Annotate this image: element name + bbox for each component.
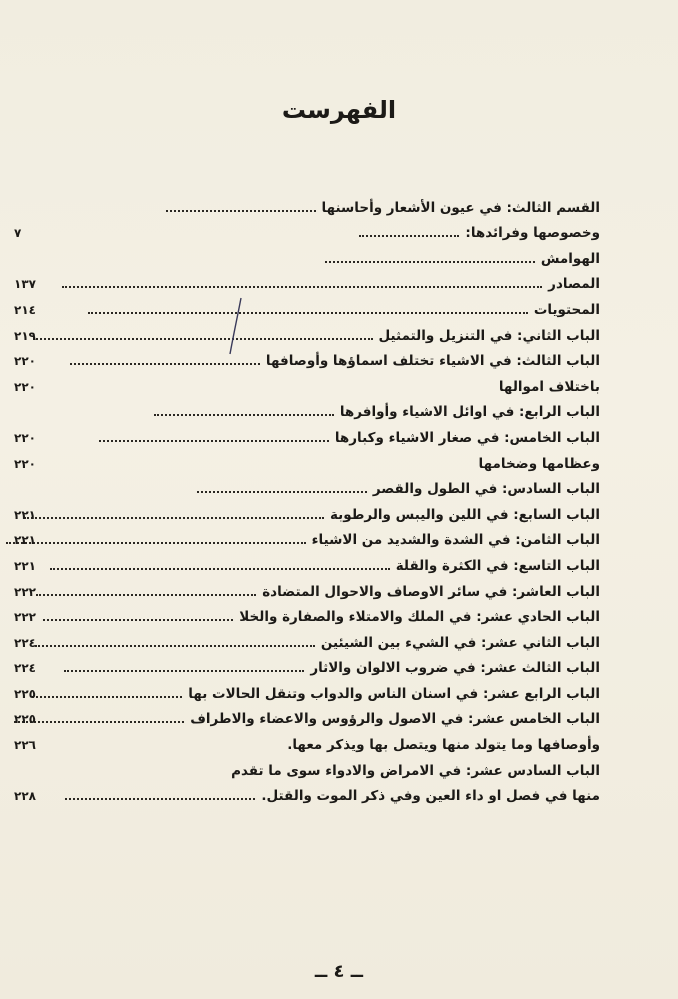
toc-entry-page: ٢٢٠	[14, 379, 36, 394]
toc-entry-title: الباب العاشر: في سائر الاوصاف والاحوال المتضادة	[262, 583, 600, 600]
table-of-contents	[14, 190, 600, 805]
toc-entry-page: ٢٢٢	[14, 610, 36, 625]
toc-entry-page: ٢٢٠	[14, 456, 36, 471]
dot-leader	[6, 542, 306, 544]
toc-entry-title: منها في فصل او داء العين وفي ذكر الموت والقتل.	[261, 788, 600, 805]
toc-entry-title: الباب الرابع: في اوائل الاشياء وأوافرها	[339, 404, 600, 421]
pen-mark-icon	[228, 296, 244, 356]
dot-leader	[154, 414, 334, 416]
toc-entry	[14, 651, 600, 677]
dot-leader	[325, 261, 535, 263]
toc-entry-page: ٢٢٢	[14, 584, 36, 599]
dot-leader	[50, 568, 390, 570]
toc-entry-title: الباب الثالث عشر: في ضروب الالوان والاثار	[310, 660, 600, 677]
toc-entry-page: ٢٢١	[14, 507, 36, 522]
dot-leader	[36, 594, 256, 596]
toc-entry	[14, 676, 600, 702]
toc-entry-title: الهوامش	[540, 250, 600, 267]
toc-entry-title: الباب الثالث: في الاشياء تختلف اسماؤها وأوصافها	[265, 353, 600, 370]
toc-entry-page: ٧	[14, 226, 22, 241]
toc-entry-title: وخصوصها وفرائدها:	[465, 225, 600, 242]
toc-entry-page: ٢٢٥	[14, 686, 36, 701]
toc-entry-page: ٢١٩	[14, 328, 36, 343]
toc-entry-title: الباب التاسع: في الكثرة والقلة	[395, 557, 600, 574]
dot-leader	[35, 645, 315, 647]
toc-entry	[14, 548, 600, 574]
toc-entry-page: ٢٢٥	[14, 712, 36, 727]
toc-entry-title: باختلاف اموالها	[498, 378, 600, 395]
toc-entry-page: ٢١٤	[14, 302, 36, 317]
toc-entry	[14, 369, 600, 395]
toc-entry-title: الباب السادس عشر: في الامراض والادواء سوى ما تقدم	[231, 762, 600, 779]
toc-entry	[14, 267, 600, 293]
toc-entry	[14, 344, 600, 370]
toc-entry	[14, 318, 600, 344]
toc-entry	[14, 702, 600, 728]
toc-entry-page: ٢٢١	[14, 533, 36, 548]
dot-leader	[14, 721, 184, 723]
toc-entry-page: ٢٢٠	[14, 430, 36, 445]
dot-leader	[359, 235, 459, 237]
toc-entry-page: ٢٢٤	[14, 635, 36, 650]
toc-entry-title: الباب الثاني: في التنزيل والتمثيل	[378, 327, 600, 344]
page-number: ــ ٤ ــ	[314, 961, 364, 982]
toc-entry	[14, 600, 600, 626]
toc-entry	[14, 625, 600, 651]
toc-entry	[14, 216, 600, 242]
toc-entry	[22, 472, 600, 498]
dot-leader	[62, 286, 542, 288]
toc-entry-title: المحتويات	[533, 301, 600, 318]
toc-entry-page: ٢٢٨	[14, 789, 36, 804]
toc-entry-title: الباب السادس: في الطول والقصر	[372, 481, 600, 498]
toc-entry-title: الباب الخامس عشر: في الاصول والرؤوس والاعضاء والاطراف	[190, 711, 600, 728]
toc-entry-title: الباب الثامن: في الشدة والشديد من الاشياء	[311, 532, 600, 549]
dot-leader	[70, 363, 260, 365]
dot-leader	[43, 619, 233, 621]
toc-entry-page: ٢٢٤	[14, 661, 36, 676]
toc-entry	[22, 753, 600, 779]
dot-leader	[24, 517, 324, 519]
toc-entry	[14, 420, 600, 446]
toc-entry-title: الباب السابع: في اللين واليبس والرطوبة	[329, 506, 600, 523]
page-title: الفهرست	[281, 96, 397, 124]
dot-leader	[33, 338, 373, 340]
toc-entry	[14, 779, 600, 805]
dot-leader	[64, 670, 304, 672]
toc-entry-page: ٢٢٠	[14, 354, 36, 369]
toc-entry-title: القسم الثالث: في عيون الأشعار وأحاسنها	[321, 199, 600, 216]
dot-leader	[99, 440, 329, 442]
toc-entry	[14, 523, 600, 549]
toc-entry-page: ١٣٧	[14, 277, 36, 292]
toc-entry-title: الباب الحادي عشر: في الملك والامتلاء والصفارة والخلا	[239, 609, 600, 626]
toc-entry-title: الباب الخامس: في صغار الاشياء وكبارها	[334, 429, 600, 446]
toc-entry	[14, 446, 600, 472]
toc-entry	[14, 497, 600, 523]
toc-entry	[22, 241, 600, 267]
toc-entry-title: وأوصافها وما يتولد منها ويتصل بها ويذكر معها.	[287, 737, 600, 754]
toc-entry-title: الباب الرابع عشر: في اسنان الناس والدواب وتنقل الحالات بها	[188, 685, 600, 702]
toc-entry-page: ٢٢١	[14, 558, 36, 573]
toc-entry-title: المصادر	[548, 276, 600, 293]
toc-entry	[14, 292, 600, 318]
toc-entry	[22, 190, 600, 216]
dot-leader	[166, 210, 316, 212]
dot-leader	[197, 491, 367, 493]
toc-entry-page: ٢٢٦	[14, 738, 36, 753]
toc-entry-title: الباب الثاني عشر: في الشيء بين الشيئين	[320, 634, 600, 651]
toc-entry	[22, 395, 600, 421]
toc-entry-title: وعظامها وضخامها	[478, 455, 600, 472]
dot-leader	[65, 798, 255, 800]
dot-leader	[88, 312, 528, 314]
dot-leader	[32, 696, 182, 698]
toc-entry	[14, 574, 600, 600]
toc-entry	[14, 727, 600, 754]
